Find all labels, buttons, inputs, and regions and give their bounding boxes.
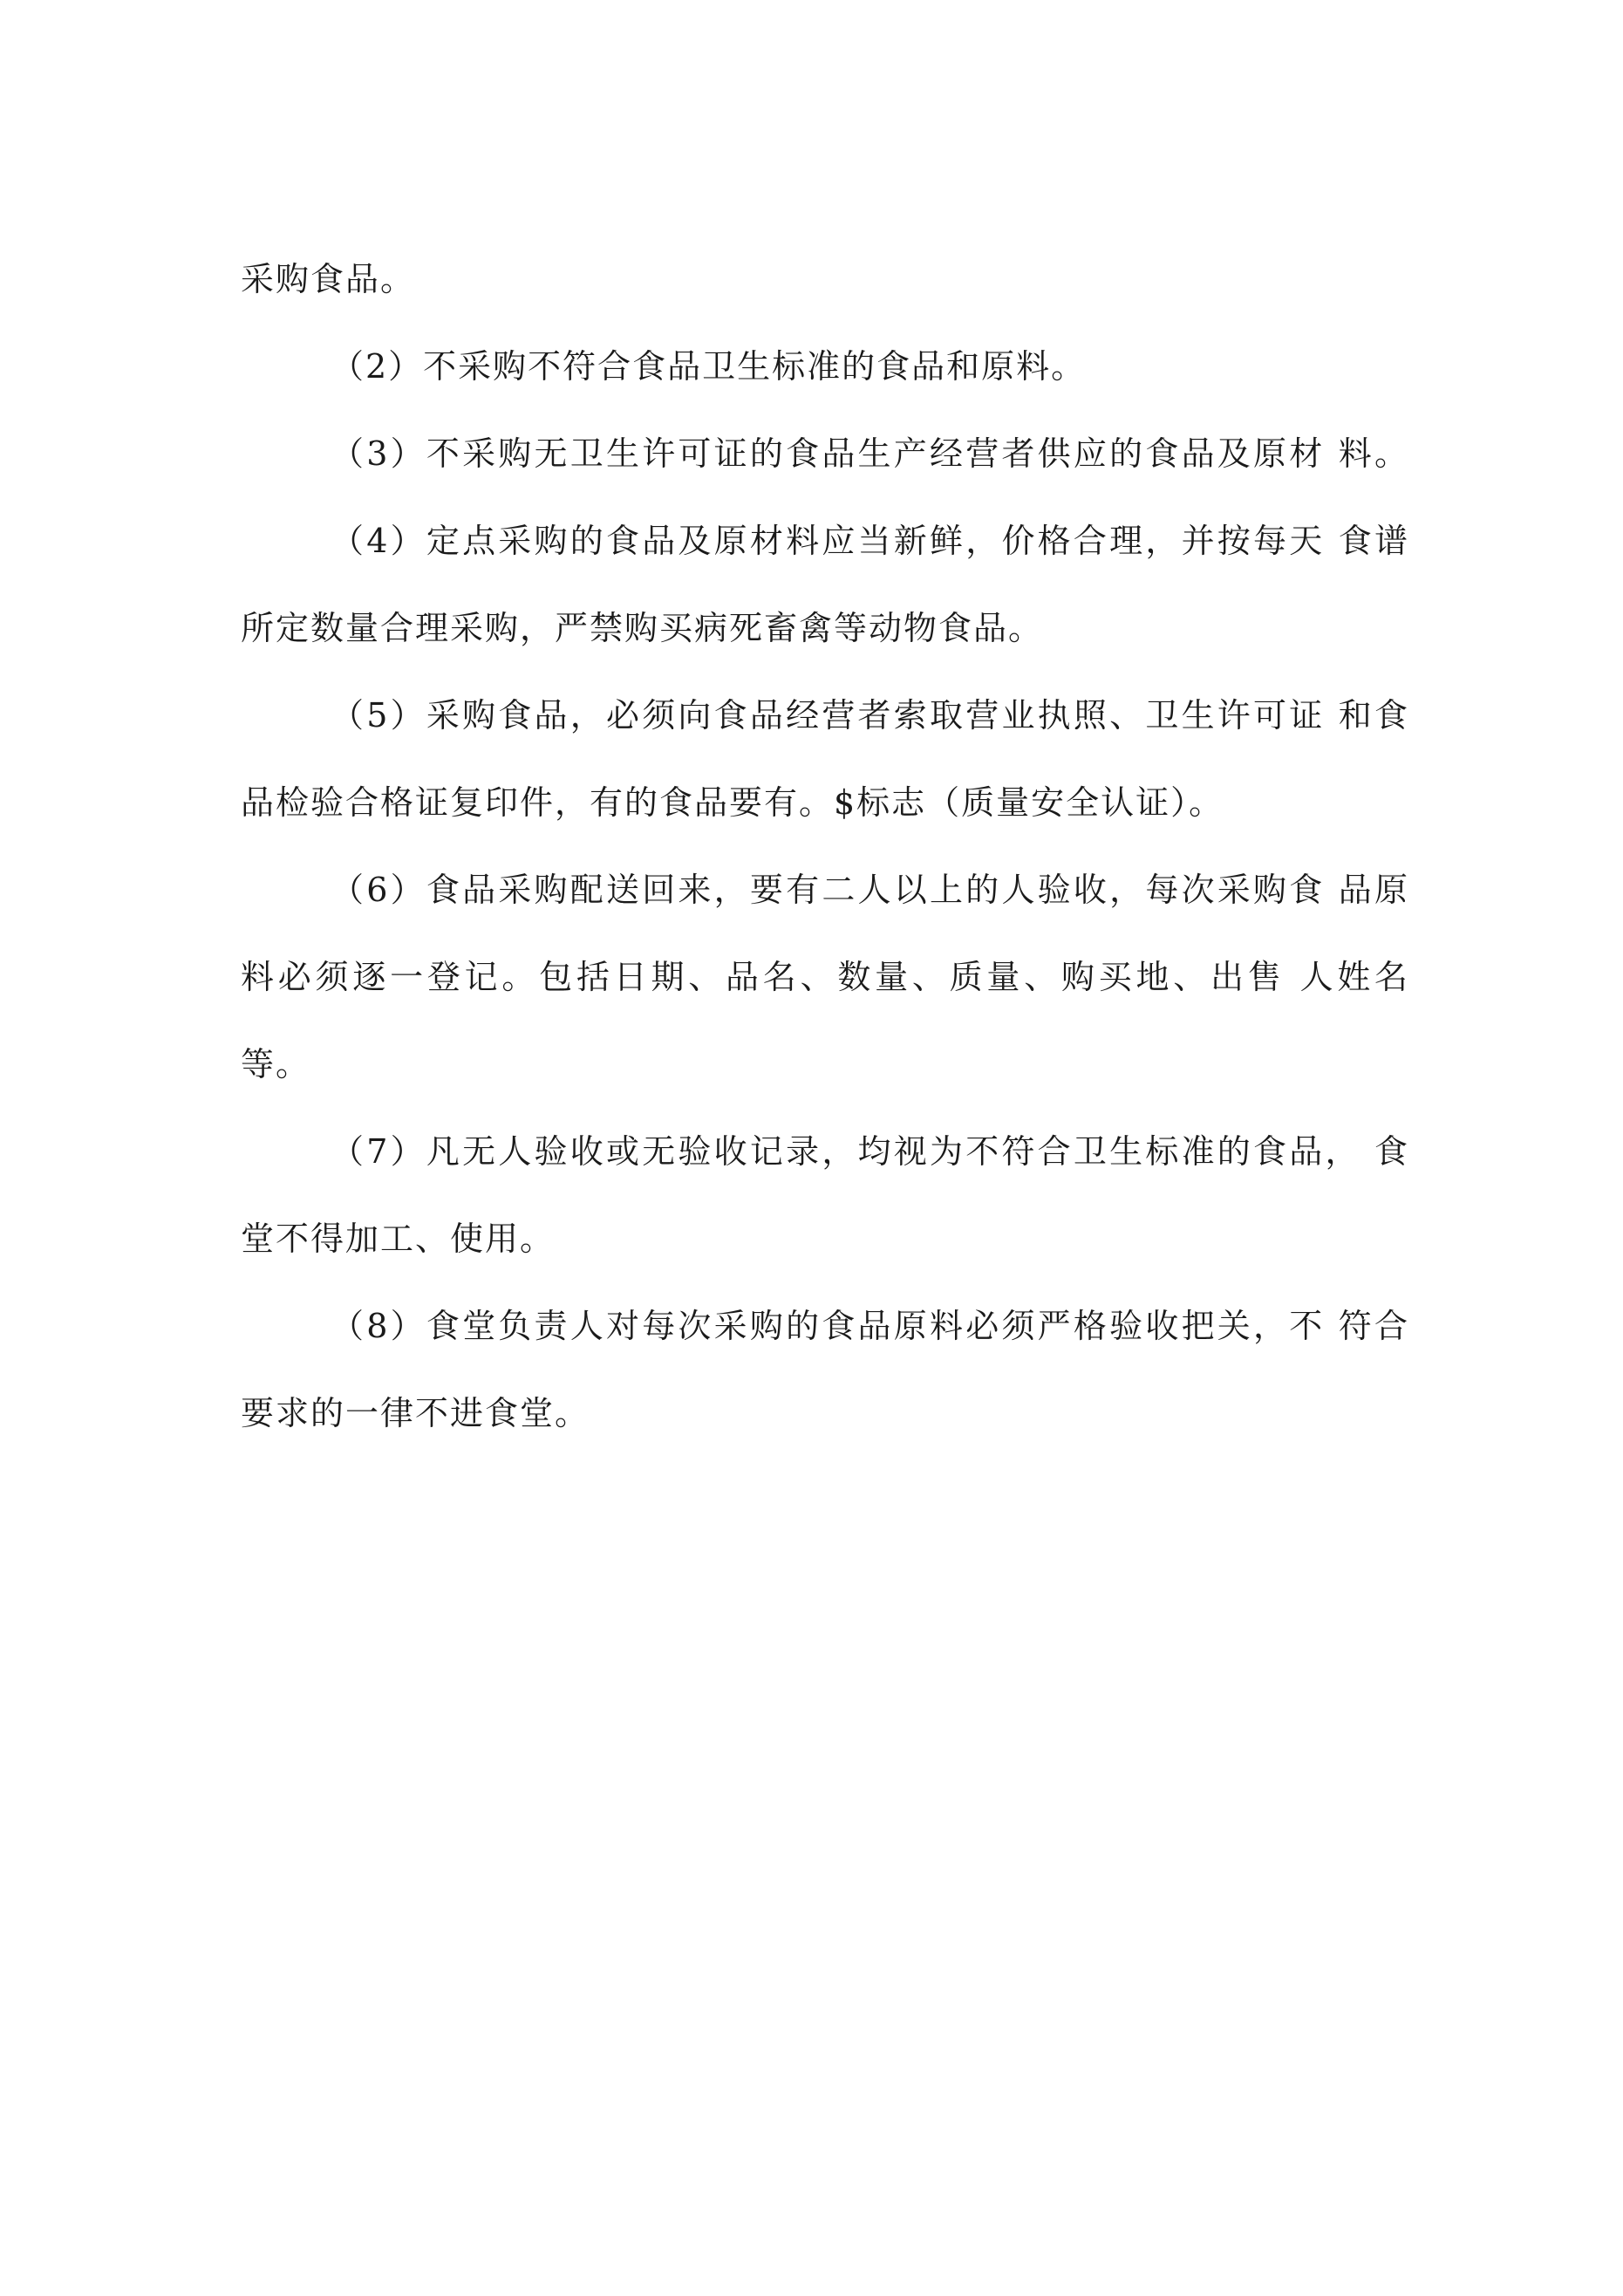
text-line: 堂不得加工、使用。 (241, 1220, 556, 1258)
text-line: （4）定点采购的食品及原材料应当新鲜，价格合理，并按每天 食谱 (331, 522, 1409, 560)
text-line: （7）凡无人验收或无验收记录，均视为不符合卫生标准的食品， 食 (331, 1132, 1409, 1171)
text-line: （2）不采购不符合食品卫生标准的食品和原料。 (331, 347, 1087, 386)
text-line: 要求的一律不进食堂。 (241, 1394, 590, 1432)
text-line: （3）不采购无卫生许可证的食品生产经营者供应的食品及原材 料。 (331, 434, 1409, 473)
text-line: 等。 (241, 1045, 311, 1083)
text-line: 品检验合格证复印件，有的食品要有。$标志（质量安全认证）。 (241, 783, 1224, 822)
text-line: 所定数量合理采购，严禁购买病死畜禽等动物食品。 (241, 609, 1044, 647)
text-line: （6）食品采购配送回来，要有二人以上的人验收，每次采购食 品原 (331, 871, 1409, 909)
text-line: （8）食堂负责人对每次采购的食品原料必须严格验收把关，不 符合 (331, 1307, 1409, 1345)
text-line: 采购食品。 (241, 260, 416, 298)
document-body (241, 236, 1409, 1457)
text-line: （5）采购食品，必须向食品经营者索取营业执照、卫生许可证 和食 (331, 696, 1409, 735)
text-line: 料必须逐一登记。包括日期、品名、数量、质量、购买地、出售 人姓名 (241, 958, 1409, 996)
